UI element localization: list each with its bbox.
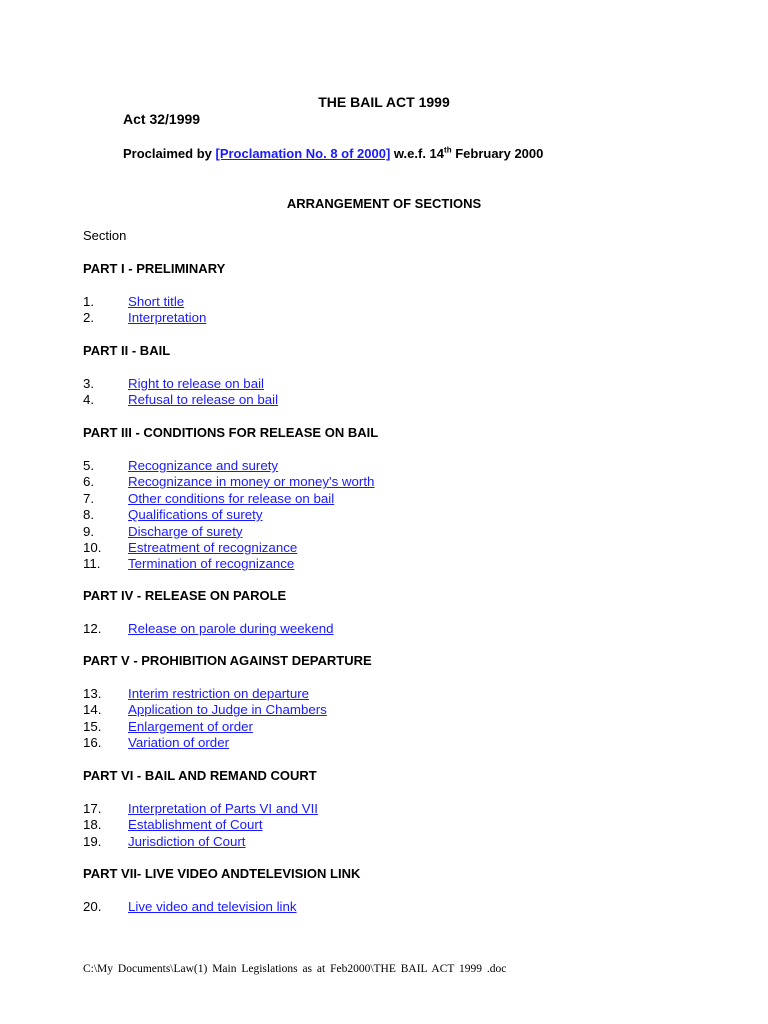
- section-number: 16.: [83, 735, 102, 751]
- part-heading: PART VII- LIVE VIDEO ANDTELEVISION LINK: [83, 866, 361, 881]
- section-link[interactable]: Discharge of surety: [128, 523, 243, 539]
- section-link[interactable]: Termination of recognizance: [128, 556, 295, 572]
- section-number: 4.: [83, 392, 95, 408]
- part-heading: PART VI - BAIL AND REMAND COURT: [83, 768, 317, 783]
- part-heading: PART III - CONDITIONS FOR RELEASE ON BAIL: [83, 425, 379, 440]
- section-link[interactable]: Qualifications of surety: [128, 507, 263, 523]
- section-link[interactable]: Refusal to release on bail: [128, 392, 279, 408]
- section-link[interactable]: Right to release on bail: [128, 376, 265, 391]
- section-number: 12.: [83, 621, 102, 636]
- footer-file-path: C:\My Documents\Law(1) Main Legislations as at Feb2000\THE BAIL ACT 1999 .doc: [83, 963, 507, 975]
- section-number: 9.: [83, 523, 95, 539]
- section-number: 13.: [83, 686, 102, 701]
- act-number: Act 32/1999: [123, 111, 201, 127]
- proclamation-line: [123, 146, 543, 161]
- part-heading: PART IV - RELEASE ON PAROLE: [83, 588, 287, 603]
- section-link[interactable]: Interpretation: [128, 310, 207, 326]
- date-ordinal-suffix: th: [444, 145, 452, 155]
- section-number: 10.: [83, 540, 102, 555]
- part-heading: PART V - PROHIBITION AGAINST DEPARTURE: [83, 653, 372, 668]
- part-heading: PART I - PRELIMINARY: [83, 261, 226, 276]
- section-link[interactable]: Release on parole during weekend: [128, 621, 334, 636]
- section-number: 14.: [83, 702, 102, 718]
- proclamation-link[interactable]: [Proclamation No. 8 of 2000]: [215, 146, 391, 161]
- section-number: 3.: [83, 376, 95, 391]
- section-link[interactable]: Enlargement of order: [128, 718, 253, 734]
- section-number: 15.: [83, 718, 102, 734]
- section-link[interactable]: Recognizance and surety: [128, 458, 279, 473]
- arrangement-heading: ARRANGEMENT OF SECTIONS: [286, 196, 482, 211]
- section-number: 18.: [83, 817, 102, 833]
- section-link[interactable]: Other conditions for release on bail: [128, 490, 335, 506]
- section-link[interactable]: Estreatment of recognizance: [128, 540, 298, 555]
- section-link[interactable]: Jurisdiction of Court: [128, 833, 246, 849]
- section-link[interactable]: Live video and television link: [128, 899, 297, 914]
- section-number: 7.: [83, 490, 95, 506]
- section-column-label: Section: [83, 228, 127, 243]
- proclamation-prefix: Proclaimed by: [123, 146, 216, 161]
- section-number: 8.: [83, 507, 95, 523]
- section-link[interactable]: Interpretation of Parts VI and VII: [128, 801, 318, 816]
- section-number: 20.: [83, 899, 102, 914]
- section-link[interactable]: Interim restriction on departure: [128, 686, 310, 701]
- section-number: 6.: [83, 474, 95, 490]
- section-number: 19.: [83, 833, 102, 849]
- section-link[interactable]: Variation of order: [128, 735, 230, 751]
- section-number: 5.: [83, 458, 95, 473]
- section-link[interactable]: Application to Judge in Chambers: [128, 702, 327, 718]
- part-heading: PART II - BAIL: [83, 343, 171, 358]
- document-title: THE BAIL ACT 1999: [318, 94, 450, 110]
- section-number: 1.: [83, 294, 95, 309]
- section-link[interactable]: Establishment of Court: [128, 817, 263, 833]
- section-link[interactable]: Recognizance in money or money's worth: [128, 474, 375, 490]
- section-number: 17.: [83, 801, 102, 816]
- section-number: 2.: [83, 310, 95, 326]
- proclamation-date: w.e.f. 14: [390, 146, 445, 161]
- proclamation-date-rest: February 2000: [451, 146, 544, 161]
- section-link[interactable]: Short title: [128, 294, 185, 309]
- section-number: 11.: [83, 556, 101, 572]
